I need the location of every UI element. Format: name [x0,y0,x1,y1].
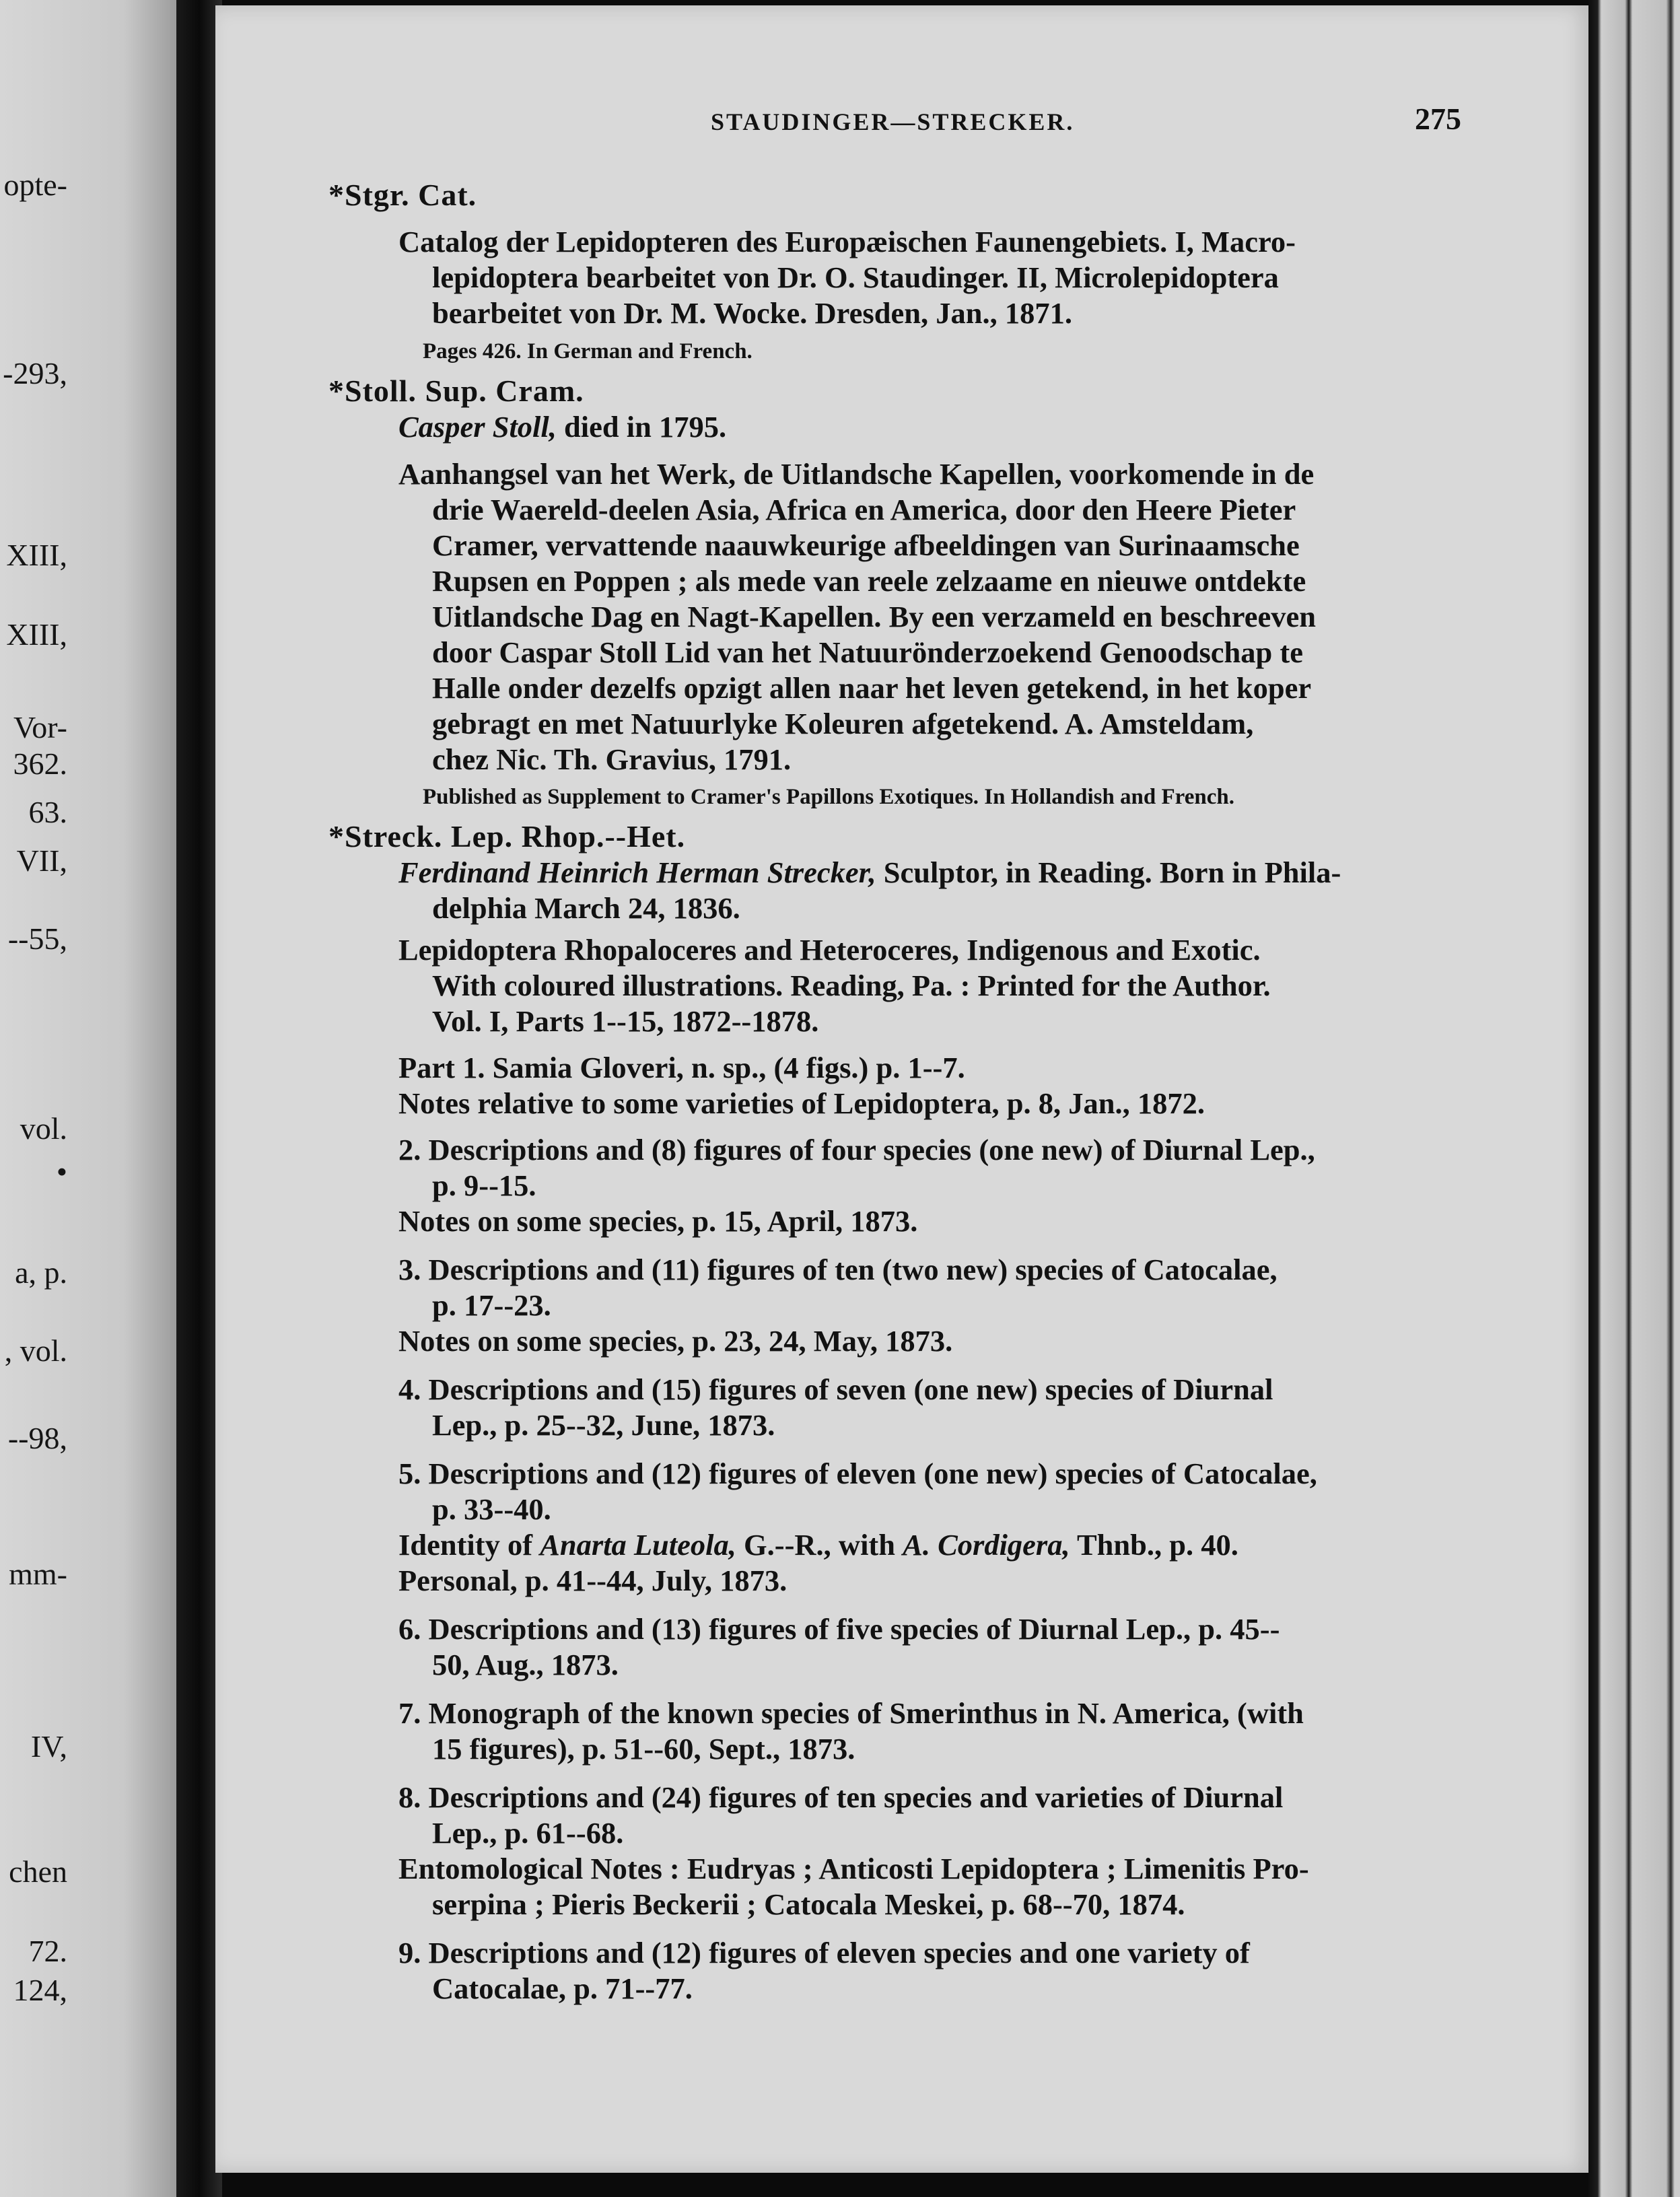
entry-author [398,409,726,444]
entry-title-line: With coloured illustrations. Reading, Pa. : Printed for the Author. [432,969,1271,1002]
entry-title-line: Cramer, vervattende naauwkeurige afbeeldingen van Surinaamsche [432,528,1300,562]
entry-title-line: drie Waereld-deelen Asia, Africa en America, door den Heere Pieter [432,493,1296,526]
facing-page-line: --98, [7,1421,67,1455]
part-line: Notes on some species, p. 15, April, 1873. [398,1204,918,1238]
part-text: Thnb., p. 40. [1070,1528,1238,1562]
facing-page-line: opte- [3,168,67,202]
entry-note: Published as Supplement to Cramer's Papillons Exotiques. In Hollandish and French. [423,785,1234,809]
entry-title-line: chez Nic. Th. Gravius, 1791. [432,742,792,776]
entry-title-line: Lepidoptera Rhopaloceres and Heteroceres, Indigenous and Exotic. [398,933,1261,967]
entry-author-line: delphia March 24, 1836. [432,891,740,925]
part-line: 3. Descriptions and (11) figures of ten (two new) species of Catocalae, [398,1253,1278,1286]
part-line: serpina ; Pieris Beckerii ; Catocala Meskei, p. 68--70, 1874. [432,1887,1185,1921]
facing-page-line: 124, [13,1973,67,2007]
entry-title-line: gebragt en met Natuurlyke Koleuren afgetekend. A. Amsteldam, [432,707,1254,740]
part-line: 5. Descriptions and (12) figures of eleven (one new) species of Catocalae, [398,1457,1317,1490]
author-name: Ferdinand Heinrich Herman Strecker, [398,856,876,889]
part-line: p. 33--40. [432,1492,551,1526]
species-name: Anarta Luteola, [540,1528,736,1562]
part-line: Notes on some species, p. 23, 24, May, 1873. [398,1324,953,1358]
entry-title-line: bearbeitet von Dr. M. Wocke. Dresden, Jan., 1871. [432,296,1072,330]
facing-page-line: chen [9,1854,67,1889]
facing-page-line: -293, [3,356,67,390]
entry-abbreviation: *Stoll. Sup. Cram. [328,374,584,408]
facing-page-line: VII, [16,843,67,878]
part-line: Part 1. Samia Gloveri, n. sp., (4 figs.) p. 1--7. [398,1051,965,1084]
part-line: 2. Descriptions and (8) figures of four species (one new) of Diurnal Lep., [398,1133,1315,1166]
part-line: Lep., p. 25--32, June, 1873. [432,1408,775,1442]
entry-title-line: Aanhangsel van het Werk, de Uitlandsche Kapellen, voorkomende in de [398,457,1315,491]
species-name: A. Cordigera, [903,1528,1070,1562]
facing-page [0,0,176,2197]
part-text: G.--R., with [736,1528,903,1562]
facing-page-line: , vol. [4,1333,67,1368]
entry-title-line: Vol. I, Parts 1--15, 1872--1878. [432,1004,819,1038]
part-line: 4. Descriptions and (15) figures of seven (one new) species of Diurnal [398,1372,1273,1406]
facing-page-line: 63. [28,795,67,829]
page-number: 275 [1415,102,1461,136]
facing-page-line: IV, [30,1729,67,1764]
part-line: p. 17--23. [432,1288,551,1322]
facing-page-line: --55, [7,921,67,956]
facing-page-line: 72. [28,1934,67,1968]
entry-author [398,855,1341,890]
facing-page-line: XIII, [6,538,67,572]
part-line: Entomological Notes : Eudryas ; Anticosti Lepidoptera ; Limenitis Pro- [398,1852,1309,1885]
entry-title-line: Uitlandsche Dag en Nagt-Kapellen. By een verzameld en beschreeven [432,600,1317,633]
facing-page-line: • [56,1154,67,1189]
facing-page-line: 362. [13,746,67,781]
entry-title-line: Halle onder dezelfs opzigt allen naar het leven getekend, in het koper [432,671,1312,705]
facing-page-line: mm- [9,1557,67,1591]
part-line: Lep., p. 61--68. [432,1816,624,1850]
part-text: Identity of [398,1528,540,1562]
entry-title-line: Catalog der Lepidopteren des Europæischen Faunengebiets. I, Macro- [398,225,1296,258]
part-line: Notes relative to some varieties of Lepidoptera, p. 8, Jan., 1872. [398,1086,1205,1120]
entry-note: Pages 426. In German and French. [423,339,753,363]
entry-title-line: lepidoptera bearbeitet von Dr. O. Staudinger. II, Microlepidoptera [432,260,1279,294]
author-detail: Sculptor, in Reading. Born in Phila- [876,856,1341,889]
facing-page-line: Vor- [13,710,67,744]
part-line: 6. Descriptions and (13) figures of five species of Diurnal Lep., p. 45-- [398,1612,1280,1646]
entry-abbreviation: *Stgr. Cat. [328,178,477,212]
part-line: Catocalae, p. 71--77. [432,1972,693,2005]
author-name: Casper Stoll, [398,410,557,444]
entry-abbreviation: *Streck. Lep. Rhop.--Het. [328,819,686,853]
facing-page-line: a, p. [15,1255,67,1290]
facing-page-line: vol. [20,1111,67,1146]
part-line: 9. Descriptions and (12) figures of eleven species and one variety of [398,1936,1250,1969]
part-line [398,1527,1238,1562]
part-line: 8. Descriptions and (24) figures of ten species and varieties of Diurnal [398,1780,1284,1814]
part-line: 7. Monograph of the known species of Smerinthus in N. America, (with [398,1696,1304,1730]
author-detail: died in 1795. [556,410,727,444]
entry-title-line: door Caspar Stoll Lid van het Natuurönderzoekend Genoodschap te [432,635,1303,669]
page-edges [1588,0,1680,2197]
part-line: p. 9--15. [432,1169,536,1202]
facing-page-line: XIII, [6,617,67,652]
book-page [215,5,1588,2173]
part-line: Personal, p. 41--44, July, 1873. [398,1564,788,1597]
part-line: 15 figures), p. 51--60, Sept., 1873. [432,1732,855,1766]
running-head: STAUDINGER—STRECKER. [711,108,1075,135]
entry-title-line: Rupsen en Poppen ; als mede van reele zelzaame en nieuwe ontdekte [432,564,1306,598]
part-line: 50, Aug., 1873. [432,1648,619,1681]
